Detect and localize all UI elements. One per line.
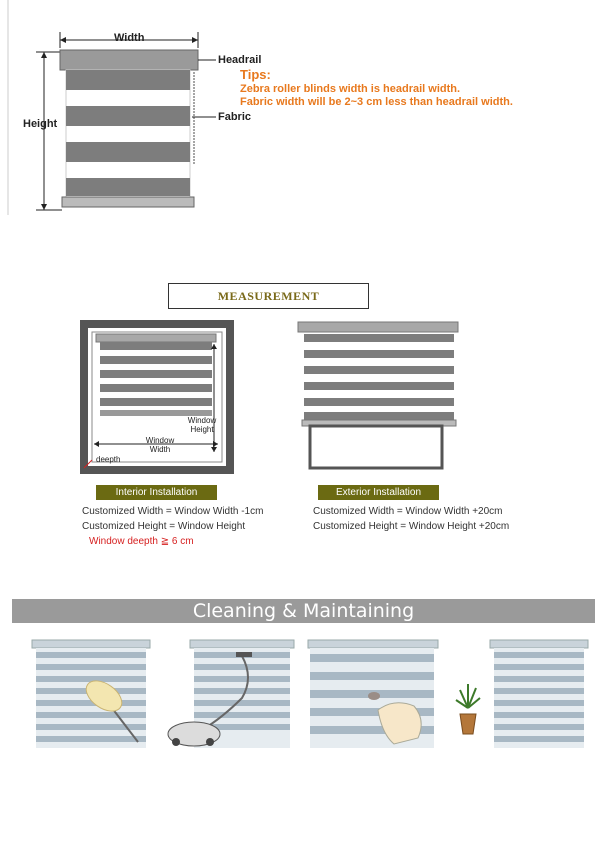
headrail <box>60 50 198 70</box>
tips-line-1: Zebra roller blinds width is headrail width. <box>240 83 461 95</box>
deepth-label: deepth <box>96 455 121 464</box>
cleaning-banner: Cleaning & Maintaining <box>12 599 595 623</box>
interior-formula-width: Customized Width = Window Width -1cm <box>82 506 264 517</box>
plant-blind-illustration <box>448 638 594 750</box>
exterior-formula-width: Customized Width = Window Width +20cm <box>313 506 503 517</box>
potted-plant-icon <box>456 684 480 734</box>
interior-formula-deepth: Window deepth ≧ 6 cm <box>89 536 194 547</box>
fabric-label: Fabric <box>218 111 252 123</box>
exterior-formula-height: Customized Height = Window Height +20cm <box>313 521 510 532</box>
exterior-installation-label: Exterior Installation <box>318 485 439 500</box>
measurement-title: MEASUREMENT <box>168 283 369 309</box>
exterior-installation-illustration <box>296 320 462 470</box>
window-width-label: Window Width <box>145 436 175 454</box>
tips-line-2: Fabric width will be 2~3 cm less than headrail width. <box>240 96 513 108</box>
width-label: Width <box>114 32 145 44</box>
interior-formula-height: Customized Height = Window Height <box>82 521 246 532</box>
wiping-cleaning-illustration <box>302 638 442 750</box>
window-height-label: Window Height <box>187 416 217 434</box>
tips-title: Tips: <box>240 67 271 82</box>
duster-cleaning-illustration <box>12 638 156 750</box>
height-label: Height <box>23 118 58 130</box>
interior-installation-label: Interior Installation <box>96 485 217 500</box>
vacuum-cleaning-illustration <box>162 638 298 750</box>
headrail-label: Headrail <box>218 54 262 66</box>
blind-size-diagram <box>0 0 600 220</box>
